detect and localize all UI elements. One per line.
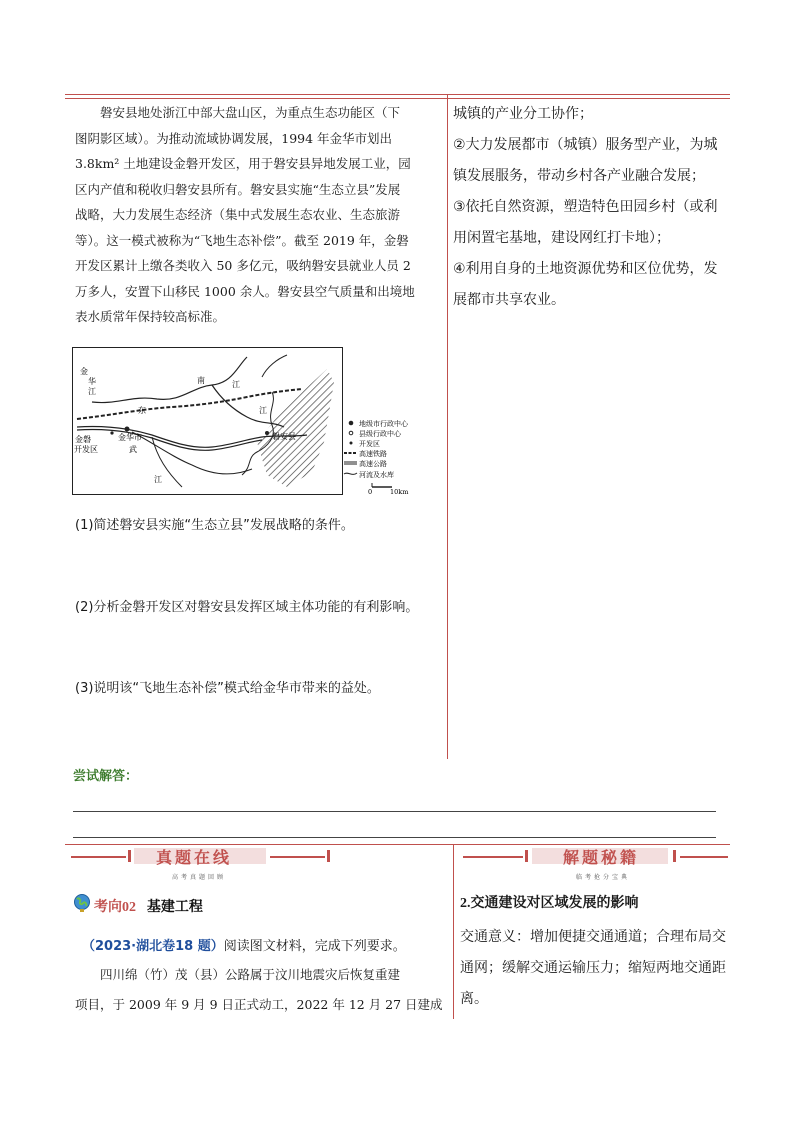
- right-passage: [453, 99, 728, 316]
- secret-line: 交通意义：增加便捷交通通道；合理布局交: [460, 929, 726, 945]
- header-bar-right-b: [680, 856, 728, 858]
- source-line: [82, 935, 406, 954]
- map-svg: [72, 347, 415, 495]
- column-divider: [447, 94, 448, 759]
- globe-icon: [72, 893, 92, 913]
- try-answer-label: 尝试解答：: [73, 769, 139, 784]
- secret-line: 离。: [460, 991, 488, 1007]
- legend-prefecture: 地级市行政中心: [359, 420, 408, 428]
- top-rule: [65, 94, 730, 95]
- expressway-2: [77, 429, 262, 450]
- header-bar-right-a: [463, 856, 523, 858]
- passage-line: 图阴影区域）。为推动流域协调发展，1994 年金华市划出: [75, 130, 393, 146]
- prefecture-city-marker: [125, 427, 130, 432]
- bottom-line: 项目，于 2009 年 9 月 9 日正式动工，2022 年 12 月 27 日建成: [75, 997, 443, 1012]
- high-speed-railway: [77, 389, 302, 419]
- right-line: 用闲置宅基地，建设网红打卡地）；: [453, 230, 670, 246]
- legend-river: 河流及水库: [359, 471, 394, 479]
- map-label-dong: 东: [138, 406, 146, 415]
- right-line: 镇发展服务，带动乡村各产业融合发展；: [453, 168, 705, 184]
- map-label-jin: 金: [80, 367, 88, 376]
- legend-railway: 高速铁路: [359, 450, 387, 458]
- ecological-zone-hatch: [257, 369, 334, 487]
- kaoxiang-number: 02: [122, 900, 136, 915]
- legend-county: 县级行政中心: [359, 430, 401, 438]
- right-line: 城镇的产业分工协作；: [453, 106, 593, 122]
- right-line: 展都市共享农业。: [453, 292, 565, 308]
- source-instruction: 阅读图文材料，完成下列要求。: [223, 939, 406, 954]
- passage-line: 开发区累计上缴各类收入 50 多亿元，吸纳磐安县就业人员 2: [75, 258, 411, 273]
- bottom-passage: [75, 960, 445, 1020]
- kaoxiang-prefix: 考向: [94, 899, 122, 915]
- county-marker: [265, 431, 269, 435]
- section-title-left: 真题在线: [156, 848, 233, 867]
- legend-icon-county: [349, 431, 353, 435]
- map-label-jiang2: 江: [154, 475, 162, 484]
- passage-line: 等）。这一模式被称为“飞地生态补偿”。截至 2019 年，金磐: [75, 232, 409, 248]
- section-subtitle-left: 高考真题回顾: [172, 874, 227, 881]
- header-tick-right-a: [525, 850, 528, 862]
- secret-heading: 2.交通建设对区域发展的影响: [460, 896, 639, 911]
- scale-zero: 0: [368, 488, 373, 495]
- header-tick-right-b: [673, 850, 676, 862]
- map-label-jiang1: 江: [88, 387, 96, 396]
- kaoxiang-heading: [94, 896, 203, 916]
- kaoxiang-title: 基建工程: [146, 899, 203, 915]
- right-line: ③依托自然资源，塑造特色田园乡村（或利: [453, 199, 718, 215]
- exam-source: （2023·湖北卷18 题）: [82, 939, 224, 954]
- passage-line: 表水质常年保持较高标准。: [75, 309, 226, 324]
- map-label-kaifaqu: 开发区: [74, 445, 98, 454]
- passage-line: 区内产值和税收归磐安县所有。磐安县实施“生态立县”发展: [75, 181, 401, 197]
- river-main: [92, 357, 247, 403]
- river-branch: [212, 385, 284, 427]
- question-3: (3)说明该“飞地生态补偿”模式给金华市带来的益处。: [75, 681, 380, 696]
- right-line: ④利用自身的土地资源优势和区位优势，发: [453, 261, 718, 277]
- map-label-jinpan: 金磐: [75, 435, 91, 444]
- scale-label: 10km: [390, 488, 409, 495]
- header-bar-left-a: [71, 856, 126, 858]
- left-passage: [75, 100, 440, 330]
- answer-line-2: [73, 837, 716, 838]
- passage-line: 3.8km² 土地建设金磐开发区，用于磐安县异地发展工业，园: [75, 156, 411, 171]
- road-north: [262, 355, 287, 377]
- map-label-jiang3: 江: [232, 380, 240, 389]
- legend-expressway: 高速公路: [359, 460, 387, 468]
- passage-line: 万多人，安置下山移民 1000 余人。磐安县空气质量和出境地: [75, 283, 415, 299]
- secret-line: 通网；缓解交通运输压力；缩短两地交通距: [460, 960, 726, 976]
- map-label-panan: 磐安县: [272, 432, 296, 441]
- legend-icon-river: [344, 473, 357, 474]
- map-label-wu: 武: [129, 445, 137, 454]
- map-label-jiang4: 江: [259, 406, 267, 415]
- bottom-column-divider: [453, 844, 454, 1019]
- question-1: (1)简述磐安县实施“生态立县”发展战略的条件。: [75, 518, 354, 533]
- secret-body: [460, 922, 730, 1015]
- map-label-nan: 南: [197, 376, 205, 385]
- map-label-jinhuashi: 金华市: [118, 433, 142, 442]
- header-bar-left-b: [270, 856, 325, 858]
- passage-line: 磐安县地处浙江中部大盘山区，为重点生态功能区（下: [100, 105, 401, 120]
- legend-icon-devzone: [350, 442, 353, 445]
- passage-line: 战略，大力发展生态经济（集中式发展生态农业、生态旅游: [75, 207, 401, 222]
- header-tick-left-a: [128, 850, 131, 862]
- legend-devzone: 开发区: [359, 440, 380, 448]
- question-2: (2)分析金磐开发区对磐安县发挥区域主体功能的有利影响。: [75, 600, 419, 615]
- answer-line-1: [73, 811, 716, 812]
- header-tick-left-b: [327, 850, 330, 862]
- section-title-right: 解题秘籍: [563, 848, 640, 867]
- section-subtitle-right: 临考抢分宝典: [576, 874, 631, 881]
- map-figure: [72, 347, 415, 495]
- legend-icon-prefecture: [349, 421, 354, 426]
- right-line: ②大力发展都市（城镇）服务型产业，为城: [453, 137, 718, 153]
- river-south: [132, 432, 252, 474]
- development-zone-marker: [110, 431, 113, 434]
- bottom-line: 四川绵（竹）茂（县）公路属于汶川地震灾后恢复重建: [100, 967, 401, 982]
- map-label-hua: 华: [88, 377, 96, 386]
